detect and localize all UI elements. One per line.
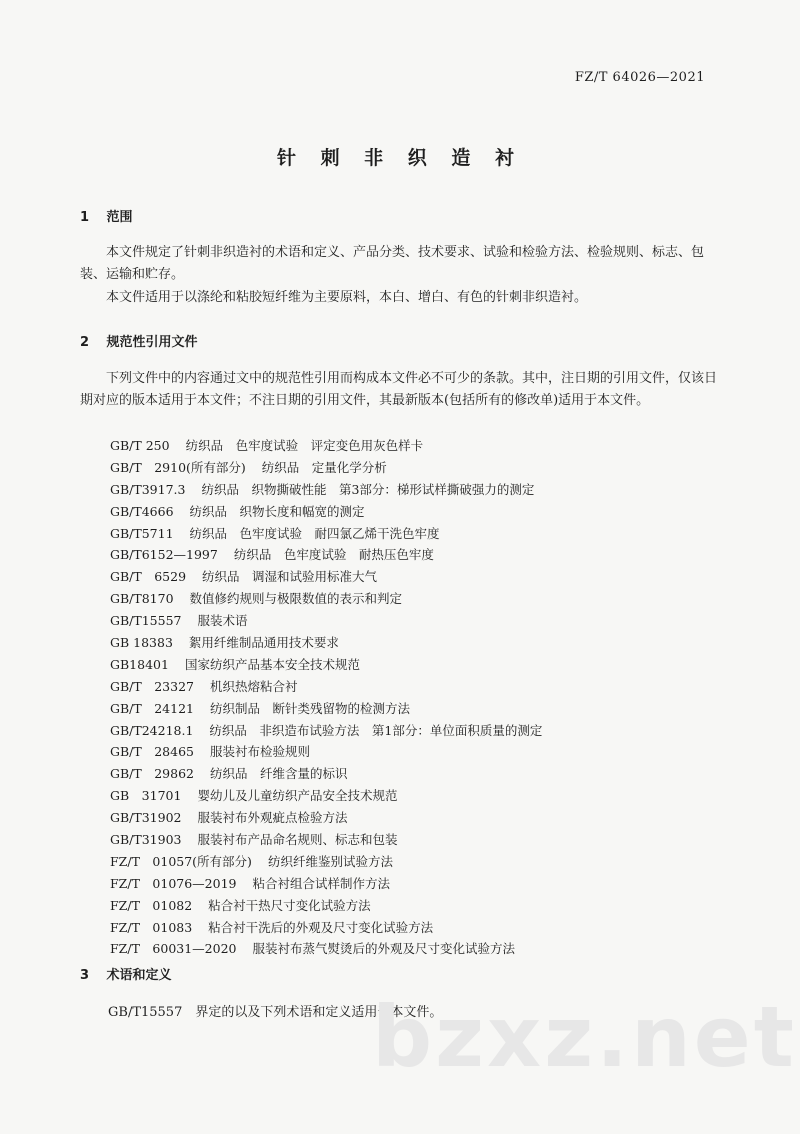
reference-code: GB 18383 <box>110 635 173 651</box>
section-title: 术语和定义 <box>106 968 172 983</box>
reference-item <box>110 938 542 960</box>
reference-code: GB/T 2910(所有部分) <box>110 459 246 475</box>
reference-item <box>110 895 542 917</box>
reference-item <box>110 676 542 698</box>
reference-name: 服装衬布外观疵点检验方法 <box>197 810 348 826</box>
reference-name: 纺织纤维鉴别试验方法 <box>267 853 393 869</box>
reference-name: 纺织品 调湿和试验用标准大气 <box>202 569 378 585</box>
section-3-heading <box>80 964 172 983</box>
reference-code: GB/T 250 <box>110 438 170 453</box>
reference-item <box>110 829 542 851</box>
reference-item <box>110 654 542 676</box>
section-1-heading <box>80 206 133 225</box>
reference-code: GB/T6152—1997 <box>110 547 218 563</box>
reference-code: GB/T31902 <box>110 810 182 826</box>
reference-item <box>110 851 542 873</box>
reference-item <box>110 544 542 566</box>
reference-item <box>110 566 542 588</box>
reference-code: GB/T 23327 <box>110 678 194 694</box>
reference-name: 服装衬布检验规则 <box>210 744 311 760</box>
reference-item <box>110 763 542 785</box>
scope-paragraph-1: 本文件规定了针刺非织造衬的术语和定义、产品分类、技术要求、试验和检验方法、检验规则、标志、包装、运输和贮存。 <box>80 245 705 282</box>
scope-paragraph-2: 本文件适用于以涤纶和粘胶短纤维为主要原料，本白、增白、有色的针刺非织造衬。 <box>106 290 588 305</box>
reference-code: FZ/T 60031—2020 <box>110 941 237 957</box>
reference-item <box>110 632 542 654</box>
reference-item <box>110 807 542 829</box>
reference-code: FZ/T 01082 <box>110 897 193 913</box>
section-title: 规范性引用文件 <box>106 335 198 350</box>
reference-name: 服装术语 <box>197 613 248 629</box>
reference-item <box>110 741 542 763</box>
reference-item <box>110 588 542 610</box>
reference-code: GB18401 <box>110 656 169 672</box>
reference-code: FZ/T 01057(所有部分) <box>110 853 252 869</box>
reference-code: GB/T 6529 <box>110 569 187 585</box>
reference-name: 数值修约规则与极限数值的表示和判定 <box>189 591 403 607</box>
reference-name: 纺织品 色牢度试验 评定变色用灰色样卡 <box>185 438 424 453</box>
reference-code: FZ/T 01083 <box>110 919 193 935</box>
reference-code: GB/T8170 <box>110 591 174 607</box>
section-number: 2 <box>80 335 90 350</box>
terms-paragraph: GB/T15557 界定的以及下列术语和定义适用于本文件。 <box>108 1005 443 1020</box>
standard-code: FZ/T 64026—2021 <box>574 70 705 85</box>
reference-name: 服装衬布产品命名规则、标志和包装 <box>197 832 398 848</box>
reference-item <box>110 785 542 807</box>
reference-name: 国家纺织产品基本安全技术规范 <box>184 656 360 672</box>
reference-code: GB/T5711 <box>110 525 174 541</box>
reference-code: GB 31701 <box>110 788 182 804</box>
reference-code: GB/T15557 <box>110 613 182 629</box>
section-number: 3 <box>80 968 90 983</box>
reference-item <box>110 917 542 939</box>
reference-code: GB/T3917.3 <box>110 481 186 497</box>
reference-name: 粘合衬组合试样制作方法 <box>252 875 390 891</box>
reference-name: 纺织品 非织造布试验方法 第1部分：单位面积质量的测定 <box>209 722 543 738</box>
reference-item <box>110 698 542 720</box>
reference-name: 粘合衬干洗后的外观及尺寸变化试验方法 <box>208 919 434 935</box>
reference-code: GB/T4666 <box>110 503 174 519</box>
section-number: 1 <box>80 210 90 225</box>
reference-item <box>110 610 542 632</box>
reference-item <box>110 523 542 545</box>
reference-item <box>110 873 542 895</box>
reference-name: 纺织品 织物撕破性能 第3部分：梯形试样撕破强力的测定 <box>201 481 535 497</box>
reference-item <box>110 479 542 501</box>
reference-item <box>110 720 542 742</box>
reference-name: 纺织品 定量化学分析 <box>261 459 387 475</box>
reference-name: 纺织制品 断针类残留物的检测方法 <box>210 700 411 716</box>
reference-name: 机织热熔粘合衬 <box>210 678 298 694</box>
reference-name: 纺织品 织物长度和幅宽的测定 <box>189 503 365 519</box>
section-2-heading <box>80 331 198 350</box>
reference-code: GB/T 29862 <box>110 766 194 782</box>
reference-item <box>110 435 542 457</box>
reference-list <box>110 435 542 960</box>
reference-name: 纺织品 纤维含量的标识 <box>210 766 348 782</box>
reference-item <box>110 501 542 523</box>
reference-code: GB/T 24121 <box>110 700 194 716</box>
reference-code: GB/T 28465 <box>110 744 194 760</box>
reference-code: GB/T24218.1 <box>110 722 194 738</box>
reference-name: 婴幼儿及儿童纺织产品安全技术规范 <box>197 788 398 804</box>
reference-name: 絮用纤维制品通用技术要求 <box>188 635 339 651</box>
reference-name: 纺织品 色牢度试验 耐热压色牢度 <box>233 547 434 563</box>
reference-name: 服装衬布蒸气熨烫后的外观及尺寸变化试验方法 <box>252 941 515 957</box>
reference-name: 纺织品 色牢度试验 耐四氯乙烯干洗色牢度 <box>189 525 440 541</box>
document-title: 针 刺 非 织 造 衬 <box>276 147 524 169</box>
reference-item <box>110 457 542 479</box>
watermark: bzxz.net <box>372 988 797 1086</box>
reference-code: GB/T31903 <box>110 832 182 848</box>
section-title: 范围 <box>106 210 133 225</box>
reference-name: 粘合衬干热尺寸变化试验方法 <box>208 897 371 913</box>
reference-code: FZ/T 01076—2019 <box>110 875 237 891</box>
normative-refs-intro: 下列文件中的内容通过文中的规范性引用而构成本文件必不可少的条款。其中，注日期的引用文件，仅该日期对应的版本适用于本文件；不注日期的引用文件，其最新版本(包括所有的修改单)适用于本文件。 <box>80 371 718 408</box>
